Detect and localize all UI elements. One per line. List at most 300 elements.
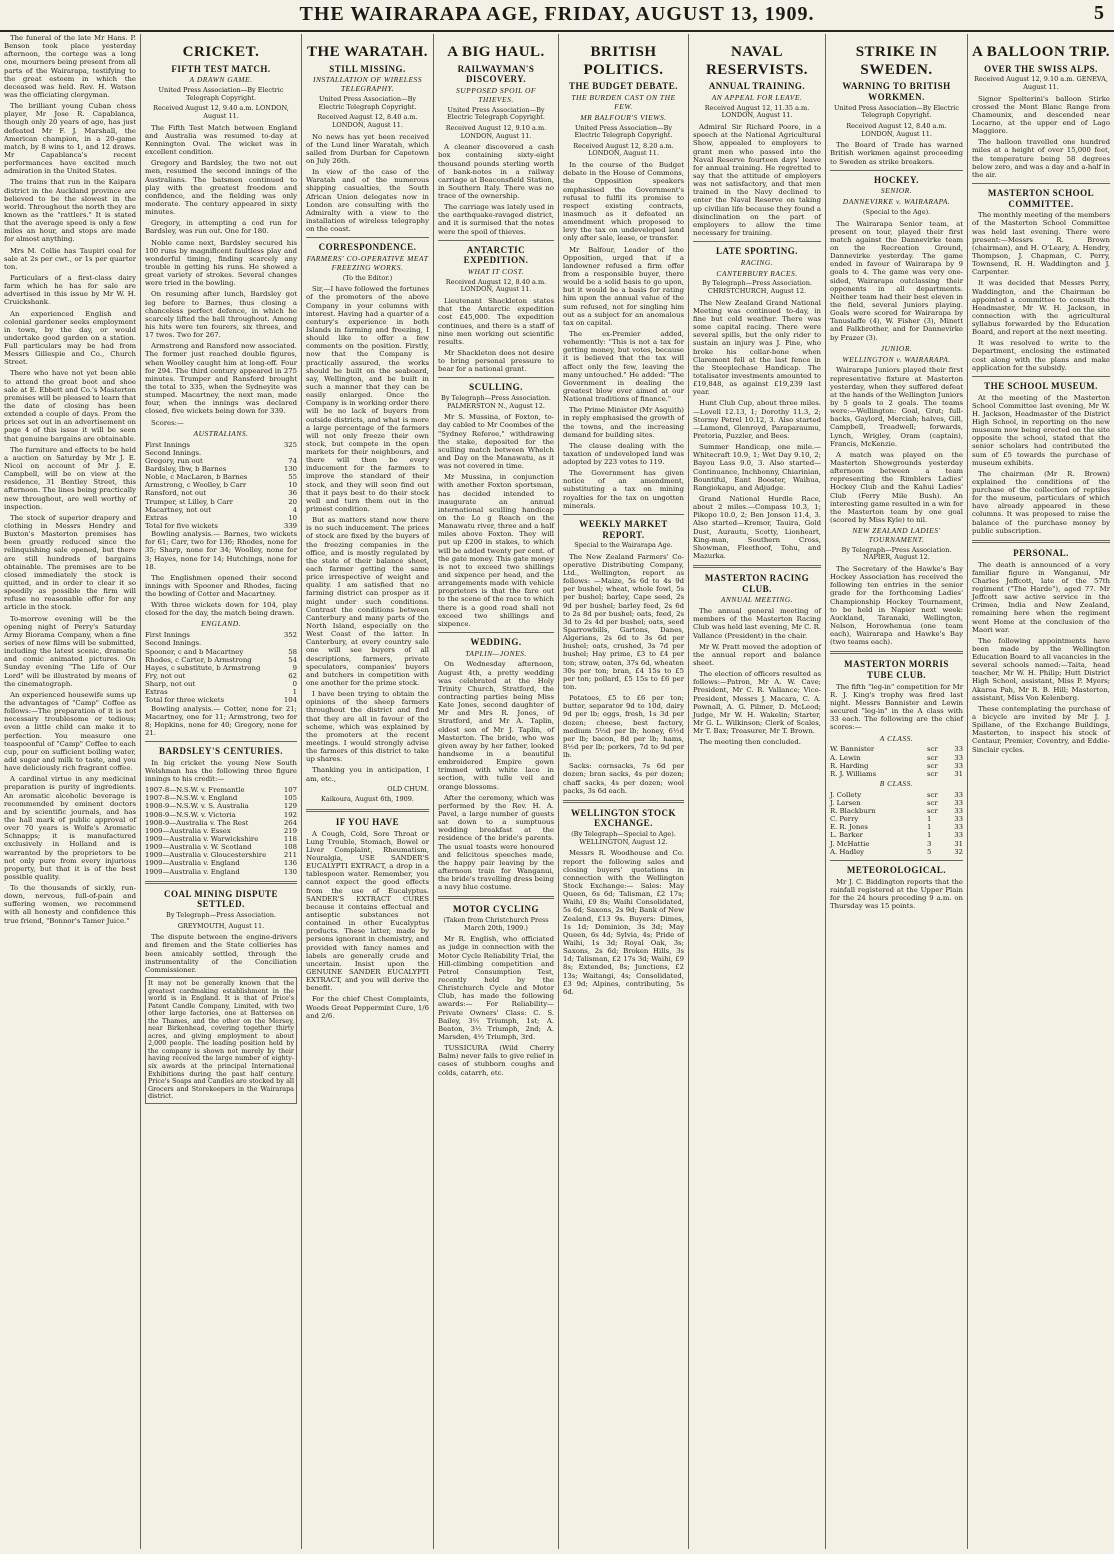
row-value: 192 — [283, 810, 297, 819]
column-3 — [301, 34, 433, 1549]
dateline: Received August 12, 8.40 a.m. LONDON, August 11. — [317, 113, 418, 129]
dateline: By Telegraph—Press Association. NAPIER, August 12. — [841, 545, 952, 562]
row-value: 4 — [292, 505, 297, 514]
row-label: Spooner, c and b Macartney — [145, 647, 244, 656]
article-paragraph: It was resolved to write to the Department, enclosing the estimated cost along with the plans and make application for the subsidy. — [972, 339, 1110, 372]
row-value: 20 — [288, 497, 297, 506]
row-value: 9 — [292, 663, 297, 672]
article-paragraph: With three wickets down for 104, play closed for the day, the match being drawn. — [145, 601, 297, 618]
scores-label: Scores:— — [151, 418, 184, 427]
advertisement: TUSSICURA (Wild Cherry Balm) never fails to give relief in cases of stubborn coughs and colds, catarrh, etc. — [438, 1044, 554, 1077]
table-row — [145, 473, 297, 481]
table-row — [145, 514, 297, 522]
table-row — [145, 672, 297, 680]
article-paragraph: Potatoes, £5 to £6 per ton; butter, separator 9d to 10d, dairy 9d per lb; eggs, fresh, 1s 3d per dozen; cheese, best factory, medium 5½d per lb; honey, 6½d per lb; bacon, 8d per lb; hams, 8½d per lb; porkers, 7d to 9d per lb. — [563, 694, 684, 760]
competitor-name: R. J. Williams — [830, 769, 877, 778]
row-value: 105 — [283, 794, 297, 803]
divider — [563, 800, 684, 803]
article-paragraph: The New Zealand Farmers' Co-operative Distributing Company, Ltd., Wellington, report as follows: —Maize, 5s 6d to 4s 9d per bushel; wheat, whole fowl, 5s per bushel; barley, Cape seed, 2s 9d per bushel; barley feed, 2s 6d to 2s 8d per bushel; oats, feed, 2s 3d to 2s 4d per bushel; oats, seed Sparrowbills, Gartons, Danes, Algerians, 2s 6d to 3s 6d per bushel; oats, crushed, 3s 7d per bushel; Hay prime, £3 to £4 per ton; straw, oaten, 37s 6d, wheaten 30s per ton; bran, £4 15s to £5 per ton; pollard, £5 15s to £6 per ton. — [563, 552, 684, 692]
row-label: Extras — [145, 513, 168, 522]
article-paragraph: Mr J. C. Biddington reports that the rainfall registered at the Upper Plain for the 24 hours preceding 9 a.m. on Thursday was 15 points. — [830, 877, 963, 910]
row-value: 339 — [283, 521, 297, 530]
dateline: Received August 12, 8.20 a.m. LONDON, August 11. — [573, 141, 674, 158]
table-row — [830, 770, 963, 778]
headline: CORRESPONDENCE. — [318, 242, 417, 253]
article-paragraph: The Secretary of the Hawke's Bay Hockey Association has received the following ten entries in the senior grade for the forthcoming Ladies' Championship Hockey Tournament, to be held in Napier next week: Auckland, Taranaki, Wellington, Nelson, Horowhenua (one team each), Wairarapa and Hawke's Bay (two teams each). — [830, 565, 963, 647]
divider — [830, 170, 963, 171]
dateline: United Press Association—By Electric Telegraph Copyright. — [158, 86, 284, 102]
article-paragraph: Signor Spelterini's balloon Stirke crossed the Mont Blanc Range from Chamounix, and descended near Locarno, at the upper end of Lago Maggiore. — [972, 94, 1110, 136]
score: 32 — [954, 847, 963, 856]
article-paragraph: The clause dealing with the taxation of undeveloped land was adopted by 223 votes to 119. — [563, 441, 684, 467]
headline-british-politics: BRITISH POLITICS. — [583, 44, 664, 78]
subheadline: WARNING TO BRITISH WORKMEN. — [842, 81, 951, 102]
divider — [563, 514, 684, 515]
table-row — [145, 859, 297, 867]
row-label: Rhodes, c Carter, b Armstrong — [145, 655, 252, 664]
headline: METEOROLOGICAL. — [846, 864, 947, 875]
dateline: Special to the Wairarapa Age. — [574, 541, 673, 550]
subheadline: ANNUAL MEETING. — [720, 595, 794, 605]
subheadline: THE BURDEN CAST ON THE FEW. — [571, 92, 676, 111]
handicap: 1 — [927, 831, 932, 840]
article-paragraph: The furniture and effects to be held a auction on Saturday by Mr J. E. Nicol on account of Mr J. E. Campbell, will be on view at the residence, 31 Bentley Street, this afternoon. The lines being practically new throughout, are well worthy of inspection. — [4, 445, 136, 511]
row-value: 129 — [283, 802, 297, 811]
headline: WEDDING. — [470, 636, 522, 647]
divider — [693, 565, 821, 568]
centuries-table — [145, 786, 297, 876]
handicap: 1 — [927, 823, 932, 832]
team-heading: ENGLAND. — [200, 619, 242, 629]
table-row — [145, 802, 297, 810]
divider — [145, 881, 297, 884]
subheadline: WELLINGTON v. WAIRARAPA. — [842, 354, 951, 364]
divider — [438, 896, 554, 899]
article-paragraph: To the thousands of sickly, run-down, nervous, full-of-pain and suffering women, we recommend with all honesty and confidence this true friend, "Bonnor's Tamer Juice." — [4, 884, 136, 925]
headline: WEEKLY MARKET REPORT. — [579, 518, 668, 540]
headline-cricket: CRICKET. — [182, 44, 260, 60]
article-paragraph: To-morrow evening will be the opening night of Perry's Saturday Army Biorama Company, when a fine series of new films will be submitted, including the latest scenic, dramatic and comic animated pictures. On Sunday evening "The Life of Our Lord" will be illustrated by means of the cinematograph. — [4, 614, 136, 688]
article-paragraph: Lieutenant Shackleton states that the Antarctic expedition cost £45,000. The expedition continues, and there is a staff of nine men working out scientific results. — [438, 297, 554, 346]
score-table — [145, 631, 297, 704]
dateline: (Special to the Age). — [862, 207, 931, 216]
dateline: Received August 12, 8.40 a.m. LONDON, August 11. — [445, 277, 547, 294]
subheadline: AN APPEAL FOR LEAVE. — [711, 92, 803, 102]
article-paragraph: A match was played on the Masterton Showgrounds yesterday afternoon between a team representing the Rimblers Ladies' Hockey Club and the Kahui Ladies' Club (Ferry Mile Bush). An interesting game resulted in a win for the Masterton team by one goal (scored by Miss Kyle) to nil. — [830, 450, 963, 524]
row-label: 1909—Australia v. Essex — [145, 826, 231, 835]
row-value: 74 — [288, 456, 297, 465]
headline: MASTERTON RACING CLUB. — [704, 573, 810, 594]
row-label: Total for five wickets — [145, 521, 218, 530]
column-8 — [967, 34, 1114, 1549]
divider — [972, 376, 1110, 377]
row-value: 104 — [283, 696, 297, 705]
headline-balloon-trip: A BALLOON TRIP. — [972, 44, 1110, 60]
competitor-name: J. McHattie — [830, 839, 870, 848]
row-value: 62 — [288, 672, 297, 681]
row-value: 325 — [283, 440, 297, 449]
row-value: 36 — [288, 489, 297, 498]
advert-heading: IF YOU HAVE — [335, 817, 400, 827]
divider — [830, 651, 963, 654]
handicap: scr — [927, 790, 938, 799]
handicap: scr — [927, 753, 938, 762]
table-row — [145, 457, 297, 465]
table-row — [145, 835, 297, 843]
row-label: First Innings — [145, 631, 190, 640]
score-table — [145, 441, 297, 531]
page-number: 5 — [1094, 2, 1104, 24]
subheadline: FIFTH TEST MATCH. — [171, 63, 271, 74]
article-paragraph: The dispute between the engine-drivers and firemen and the State collieries has been amicably settled, through the instrumentality of the Conciliation Commissioner. — [145, 933, 297, 974]
headline: PERSONAL. — [1013, 547, 1069, 558]
competitor-name: J. Collety — [830, 790, 862, 799]
table-row — [145, 843, 297, 851]
article-paragraph: The death is announced of a very familiar figure in Wanganui, Mr Charles Jeffcott, late of the 57th regiment ("The Harde"), aged 77. Mr Jeffcott saw active service in the Crimea, India and New Zealand, remaining here when the regiment went Home at the conclusion of the Maori war. — [972, 560, 1110, 634]
article-paragraph: Mr R. English, who officiated as judge in connection with the Motor Cycle Reliability Trial, the Hill-climbing competition and Petrol Consumption Test, recently held by the Christchurch Cycle and Motor Club, has made the following awards:— For Reliability—Private Owners' Class: C. S. Bailey, 3½ Triumph, 1st; A. Beaton, 3½ Triumph, 2nd; A. Marsden, 4½ Triumph, 3rd. — [438, 935, 554, 1041]
subheadline: MR BALFOUR'S VIEWS. — [580, 112, 667, 122]
dateline: Received August 12, 9.40 a.m. LONDON, August 11. — [153, 104, 289, 121]
competitor-name: C. Perry — [830, 815, 859, 824]
row-label: 1909—Australia v. Warwickshire — [145, 835, 259, 844]
article-paragraph: In view of the case of the Waratah and of the numerous shipping casualties, the South African Union delegates now in London are consulting with the Admiralty with a view to the installation of wireless telegraphy on the coast. — [306, 168, 429, 234]
article-paragraph: No news has yet been received of the Lund liner Waratah, which sailed from Durban for Capetown on July 26th. — [306, 132, 429, 166]
score: 33 — [954, 745, 963, 754]
subheadline: CANTERBURY RACES. — [716, 268, 798, 278]
score: 33 — [954, 815, 963, 824]
article-paragraph: Thanking you in anticipation, I am, etc., — [306, 766, 429, 783]
article-paragraph: Mr S. Mussina, of Foxton, to-day cabled to Mr Coombes of the "Sydney Referee," withdrawing the stake, deposited for the sculling match between Whelch and Day on the Manawatu, as it was not covered in time. — [438, 413, 555, 471]
table-row — [145, 522, 297, 530]
article-paragraph: The brilliant young Cuban chess player, Mr Jose R. Capablanca, though only 20 years of age, has just defeated Mr F. J. Marshall, the American champion, in a 20-game match, by 8 wins to 1, and 12 draws. Mr Capablanca's recent performances have excited much admiration in the United States. — [4, 102, 136, 176]
article-paragraph: Mr Shackleton does not desire to bring personal pressure to bear for a national grant. — [438, 348, 554, 374]
article-paragraph: Messrs R. Woodhouse and Co. report the following sales and closing buyers' quotations in connection with the Wellington Stock Exchange:— Sales: May Queen, 6s 6d; Talisman, £2 17s; Waihi, £9 8s; Waihi Consolidated, 5s 6d; Saxons, 2s 9d; Bank of New Zealand, £13 9s. Buyers: Dimes, 1s 1d; Dominion, 3s 3d; May Queen, 6s 4d; Sylvia, 4s; Pride of Waihi, 1s 3d; Royal Oak, 3s; Saxons, 2s 6d; Broken Hills, 3s 1d; Talisman, £2 17s 3d; Waihi, £9 8s; Extended, 8s; Junctions, £2 13s; Waitangi, 4s; Consolidated, £3 9d; Alpines, contributing, 5s 6d. — [563, 849, 684, 996]
score: 33 — [954, 753, 963, 762]
article-paragraph: Mr W. Pratt moved the adoption of the annual report and balance sheet. — [693, 642, 821, 667]
divider — [438, 377, 554, 378]
table-row — [830, 823, 963, 831]
table-row — [145, 851, 297, 859]
table-row — [145, 656, 297, 664]
score: 33 — [954, 761, 963, 770]
article-paragraph: Mrs M. Collie has Taupiri coal for sale at 2s per cwt., or 1s per quarter ton. — [4, 246, 136, 271]
subheadline: WHAT IT COST. — [467, 266, 525, 276]
dateline: United Press Association—By Electric Telegraph Copyright. — [318, 94, 417, 111]
handicap: 5 — [927, 847, 932, 856]
table-row — [145, 631, 297, 639]
row-value: 54 — [288, 655, 297, 664]
competitor-name: A. Hadley — [830, 847, 865, 856]
competitor-name: L. Barker — [830, 831, 863, 840]
row-value: 107 — [283, 786, 297, 795]
headline: COAL MINING DISPUTE SETTLED. — [163, 888, 278, 910]
row-value: 352 — [283, 631, 297, 640]
row-value: 10 — [288, 481, 297, 490]
article-paragraph: The following appointments have been made by the Wellington Education Board to all vacancies in the several schools named:—Taita, head teacher, Mr W. H. Philip; Hutt District High School, assistant, Miss P. Myers; Akaroa Pah, Mr R. B. Hill; Masterton, assistant, Miss Von Kelenberg. — [972, 636, 1110, 702]
row-value: 219 — [283, 826, 297, 835]
article-paragraph: The stock of superior drapery and clothing in Messrs Hendry and Buxton's Masterton premises has been greatly reduced since the relinquishing sale opened, but there are still hundreds of bargains obtainable. The premises are to be closed immediately the stock is quitted, and in order to clear it so speedily as possible the firm will refuse no reasonable offer for any article in the stock. — [4, 513, 136, 612]
row-value: 136 — [283, 859, 297, 868]
table-row — [830, 831, 963, 839]
dateline: By Telegraph—Press Association. — [166, 910, 276, 919]
article-paragraph: The trains that run in the Kaipara district in the Auckland province are believed to be the slowest in the world. Throughout the north they are known as the "rattlers." It is stated that the average speed is only a few miles an hour, and stops are made for almost anything. — [4, 178, 136, 244]
score: 33 — [954, 831, 963, 840]
row-label: Gregory, run out — [145, 456, 203, 465]
article-paragraph: Wairarapa Juniors played their first representative fixture at Masterton yesterday, when they suffered defeat at the hands of the Wellington Juniors by 5 goals to 2 goals. The teams were:—Wellington: Goal, Grut; full-backs, Gaylord, Merciah; halves, Gill, Campbell, Treadwell; forwards, Lynch, Wrigley, Oram (captain), Francis, McKenzie. — [830, 366, 963, 448]
subheadline: JUNIOR. — [880, 343, 913, 353]
headline: WELLINGTON STOCK EXCHANGE. — [571, 807, 676, 829]
divider — [145, 741, 297, 742]
article-paragraph: Bowling analysis.— Barnes, two wickets for 61; Carr, two for 136; Rhodes, none for 35; Sharp, none for 34; Woolley, none for 3; Hayes, none for 14; Hutchings, none for 18. — [145, 530, 297, 571]
row-label: Bardsley, lbw, b Barnes — [145, 464, 227, 473]
score-table — [830, 791, 963, 856]
subheadline: ANNUAL TRAINING. — [708, 81, 806, 92]
row-label: 1907-8—N.S.W. v. England — [145, 794, 238, 803]
table-row — [145, 664, 297, 672]
table-row — [145, 811, 297, 819]
row-label: 1908-9—N.S.W. v. S. Australia — [145, 802, 249, 811]
team-heading: AUSTRALIANS. — [193, 428, 249, 438]
row-label: 1909—Australia v. England — [145, 859, 240, 868]
table-row — [145, 481, 297, 489]
handicap: scr — [927, 807, 938, 816]
row-label: 1908-9—N.S.W. v. Victoria — [145, 810, 236, 819]
article-paragraph: Hunt Club Cup, about three miles.—Lovell 12.13, 1; Dorothy 11.3, 2; Stormy Petrel 10.12, 3. Also started—Lamond, Glenroyd, Paraparaumu, Pretoria, Puzzler, and Bees. — [693, 399, 821, 440]
headline: MOTOR CYCLING — [452, 904, 540, 915]
article-paragraph: The Wairarapa Senior team, at present on tour, played their first match against the Dannevirke team on the Recreation Ground, Dannevirke yesterday. The game ended in favour of Wairarapa by 9 goals to 4. The game was very one-sided, Wairarapa outclassing their opponents in all departments. Neither team had their best eleven in the field, several Juniors playing. Goals were scored for Wairarapa by Tanuslaffe (4), W. Fisher (3), Minett and Falkbrother, and for Dannevirke by Frazer (3). — [830, 219, 963, 342]
table-row — [145, 696, 297, 704]
article-paragraph: An experienced housewife sums up the advantages of "Camp" Coffee as follows:—The preparation of it is not necessary troublesome or tedious; even a little child can make it to perfection. You measure one teaspoonful of "Camp" Coffee to each cup, pour on sufficient boiling water, add sugar and milk to taste, and you have deliciously rich fragrant coffee. — [4, 690, 136, 773]
article-paragraph: Summer Handicap, one mile.—Whitecraft 10.9, 1; Wet Day 9.10, 2; Bayou Lass 9.0, 3. Also started—Continuance, Inchbonny, Chiarinian, Bountiful, Eant Booster, Waihua, Rangiokapu, and Adjudge. — [693, 443, 821, 492]
article-paragraph: The funeral of the late Mr Hans. P. Benson took place yesterday afternoon, the cortege was a long one, mourners being present from all parts of the Wairarapa, testifying to the great esteem in which the deceased was held. Rev. H. Watson was the officiating clergyman. — [4, 34, 136, 99]
advertisement: It may not be generally known that the greatest cardmaking establishment in the world is in England. It is that of Price's Patent Candle Company, Limited, with two other large factories, one at Battersea on the Thames, and the other on the Mersey, near Birkenhead, covering together thirty acres, and giving employment to about 2,000 people. The leading position held by the company is shown not merely by their having received the large number of eighty-six awards at the principal International Exhibitions during the past half century. Price's Soaps and Candles are stocked by all Grocers and Storekeepers in the Wairarapa district. — [145, 977, 297, 1104]
column-5 — [558, 34, 688, 1549]
article-paragraph: The chairman (Mr R. Brown) explained the conditions of the purchase of the collection of reptiles for the museum, particulars of which have already appeared in these columns. It was proposed to raise the balance of the purchase money by public subscription. — [972, 469, 1110, 535]
article-paragraph: It was decided that Messrs Perry, Waddington, and the Chairman be appointed a committee to consult the Headmaster, Mr W. H. Jackson, in connection with the agricultural syllabus forwarded by the Education Board, and report at the next meeting. — [972, 279, 1110, 337]
article-paragraph: Mr Mussina, in conjunction with another Foxton sportsman, has decided intended to inaugurate an annual international sculling handicap on the Lo g Reach on the Manawatu river, three and a half miles above Foxton. They will put up £200 in stakes, to which will be added twenty per cent. of the gate money. This gate money is not to exceed two shillings and sixpence per head, and the arrangements made with vehicle proprietors is that the fare out to the scene of the race to which there is a good road shall not exceed two shillings and sixpence. — [438, 473, 554, 628]
headline: ANTARCTIC EXPEDITION. — [463, 244, 529, 266]
row-value: 0 — [292, 680, 297, 689]
table-row — [145, 498, 297, 506]
row-value: 211 — [283, 851, 297, 860]
score-table — [830, 745, 963, 778]
article-paragraph: The Government has given notice of an amendment, substituting a tax on mining royalties for the tax on ungotten minerals. — [563, 469, 684, 510]
row-label: Trumper, st Lilley, b Carr — [145, 497, 233, 506]
column-7 — [825, 34, 967, 1549]
article-paragraph: The fifth "leg-in" competition for Mr R. J. King's trophy was fired last night. Messrs Bannister and Lewin secured "leg-in" in the A class with 33 each. The following are the chief scores:— — [830, 682, 963, 732]
score: 33 — [954, 823, 963, 832]
subheadline: INSTALLATION OF WIRELESS TELEGRAPHY. — [312, 75, 423, 94]
article-paragraph: Particulars of a first-class dairy farm which he has for sale are advertised in this issue by Mr W. H. Cruickshank. — [4, 273, 136, 307]
masthead — [0, 0, 1114, 32]
divider — [972, 540, 1110, 543]
row-label: Ransford, not out — [145, 489, 207, 498]
subheadline: TAPLIN—JONES. — [465, 648, 527, 658]
subheadline: FARMERS' CO-OPERATIVE MEAT FREEZING WORKS. — [306, 253, 429, 272]
row-label: 1909—Australia v. Gloucestershire — [145, 851, 267, 860]
article-paragraph: I have been trying to obtain the opinions of the sheep farmers throughout the district and find that they are all in favour of the scheme, which was explained by the promoters at the recent meetings. I would strongly advise the farmers of this district to take up shares. — [306, 690, 429, 764]
headline: THE SCHOOL MUSEUM. — [984, 380, 1098, 391]
dateline: Received August 12, 11.35 a.m. LONDON, August 11. — [704, 103, 810, 120]
row-label: Total for three wickets — [145, 696, 225, 705]
article-paragraph: Noble came next, Bardsley secured his 100 runs by magnificent faultless play and wonderful timing, finding scarcely any trouble in getting his runs. He showed a great variety of strokes. Several changes were tried in the bowling. — [145, 238, 297, 288]
article-paragraph: The Fifth Test Match between England and Australia was resumed to-day at Kennington Oval. The wicket was in excellent condition. — [145, 123, 297, 157]
subheadline: RAILWAYMAN'S DISCOVERY. — [457, 63, 535, 85]
row-label: Second Innings. — [145, 639, 202, 648]
article-paragraph: The monthly meeting of the members of the Masterton School Committee was held last evening. There were present:—Messrs R. Brown (chairman), and H. O'Leary, A. Hendry, Thompson, J. Chapman, C. Perry, Townsend, R. H. Waddington and J. Carpenter. — [972, 211, 1110, 277]
dateline: (By Telegraph—Special to Age). WELLINGTON, August 12. — [571, 830, 676, 846]
article-paragraph: The meeting then concluded. — [699, 738, 801, 747]
row-value: 58 — [288, 647, 297, 656]
competitor-name: J. Larsen — [830, 798, 861, 807]
row-value: 130 — [283, 867, 297, 876]
headline: MASTERTON MORRIS TUBE CLUB. — [844, 659, 949, 681]
signature: OLD CHUM. — [387, 784, 429, 793]
row-label: 1909—Australia v. W. Scotland — [145, 843, 252, 852]
article-paragraph: Mr Balfour, Leader of the Opposition, urged that if a landowner refused a firm offer from a responsible buyer, there would be a solid basis to go upon, but it would be a basis for rating him upon the annual value of the sum refused, not for singling him out as a subject for an anomalous tax on capital. — [563, 245, 684, 327]
handicap: scr — [927, 798, 938, 807]
competitor-name: W. Bannister — [830, 745, 875, 754]
row-label: Noble, c MacLaren, b Barnes — [145, 473, 248, 482]
headline-naval-reservists: NAVAL RESERVISTS. — [705, 44, 809, 78]
column-2 — [140, 34, 301, 1549]
article-paragraph: But as matters stand now there is no such inducement. The prices of stock are fixed by the buyers of the freezing companies in the office, and is mostly regulated by the state of their balance sheet, each farmer getting the same price irrespective of weight and quality. I am satisfied that no farming district can prosper as it might under such conditions. Contrast the conditions between Canterbury and many parts of the North Island, especially on the West Coast of the latter. In Canterbury, at every country sale one will see buyers of all descriptions, farmers, private speculators, companies' buyers and butchers in competition with one another for the prime stock. — [306, 516, 429, 687]
divider — [438, 240, 554, 241]
article-paragraph: The carriage was lately used in the earthquake-ravaged district, and it is surmised that the notes were the spoil of thieves. — [438, 203, 554, 236]
column-6 — [688, 34, 825, 1549]
article-paragraph: These contemplating the purchase of a bicycle are invited by Mr J. J. Spillane, of the Exchange Buildings, Masterton, to inspect his stock of Centaur, Premier, Coventry, and Eddie-Sinclair cycles. — [972, 704, 1110, 754]
table-row — [145, 449, 297, 457]
subheadline: STILL MISSING. — [329, 63, 406, 74]
headline-waratah: THE WARATAH. — [306, 44, 429, 60]
table-row — [145, 639, 297, 647]
table-row — [145, 489, 297, 497]
table-row — [830, 815, 963, 823]
table-row — [145, 441, 297, 449]
row-value: 10 — [288, 513, 297, 522]
row-label: First Innings — [145, 440, 190, 449]
article-paragraph: The Englishmen opened their second innings with Spooner and Rhodes, facing the bowling of Cotter and Macartney. — [145, 573, 297, 599]
column-1 — [0, 34, 140, 1549]
row-label: Hayes, c substitute, b Armstrong — [145, 663, 261, 672]
article-paragraph: Admiral Sir Richard Poore, in a speech at the National Agricultural Show, appealed to employers to grant men who passed into the Naval Reserve fourteen days' leave for annual training. He regretted to say that the attitude of employers was not satisfactory, and that men trained in the Navy declined to enter the Naval Reserve on taking up civilian life because they found a disinclination on the part of employers to allow the time necessary for training. — [693, 123, 821, 237]
table-row — [145, 688, 297, 696]
article-paragraph: The Prime Minister (Mr Asquith) in reply emphasised the growth of the towns, and the increasing demand for building sites. — [563, 406, 684, 439]
article-paragraph: Bowling analysis.— Cotter, none for 21; Macartney, one for 11; Armstrong, two for 8; Hopkins, none for 40; Gregory, none for 21. — [145, 704, 297, 738]
article-paragraph: A cardinal virtue in any medicinal preparation is purity of ingredients. An aromatic alcoholic beverage is recommended by eminent doctors and by scientific journals, and has the hall mark of public approval of over 70 years is Wolfe's Aromatic Schnapps; it is manufactured exclusively in Holland and is warranted by the proprietors to be not only pure from every injurious property, but that it is of the best possible quality. — [4, 775, 136, 881]
article-paragraph: On Wednesday afternoon, August 4th, a pretty wedding was celebrated at the Holy Trinity Church, Stratford, the contracting parties being Miss Kate Jones, second daughter of Mr and Mrs R. Jones, of Stratford, and Mr A. Taplin, eldest son of Mr J. Taplin, of Masterton. The bride, who was given away by her father, looked handsome in a beautiful embroidered Empire gown trimmed with white lace in section, with tulle veil and orange blossoms. — [438, 660, 554, 791]
row-value: 264 — [283, 818, 297, 827]
table-row — [145, 868, 297, 876]
article-paragraph: The annual general meeting of members of the Masterton Racing Club was held last evening, Mr C. R. Vallance (President) in the chair. — [693, 607, 821, 640]
headline: HOCKEY. — [874, 174, 919, 185]
table-row — [830, 754, 963, 762]
divider — [306, 809, 429, 812]
article-paragraph: The balloon travelled one hundred miles at a height of over 15,000 feet, the temperature being 58 degrees below zero, and was a day and a-half in the air. — [972, 138, 1110, 179]
row-value: 130 — [283, 464, 297, 473]
row-label: 1909—Australia v. England — [145, 867, 240, 876]
row-label: 1908-9—Australia v. The Rest — [145, 818, 249, 827]
subheadline: DANNEVIRKE v. WAIRARAPA. — [842, 197, 951, 207]
divider — [693, 241, 821, 242]
article-paragraph: Armstrong and Ransford now associated. The former just reached double figures, when Woolley caught him at long-off. Four for 294. The third century appeared in 275 minutes. Trumper and Ransford brought the total to 335, when the Sydneyite was stumped. Macartney, the next man, made four, when the innings was declared closed, five wickets being down for 339. — [145, 342, 297, 416]
article-paragraph: Sacks: cornsacks, 7s 6d per dozen; bran sacks, 4s per dozen; chaff sacks, 4s per dozen; wool packs, 3s 6d each. — [563, 762, 684, 795]
advertisement: For the chief Chest Complaints, Woods Great Peppermint Cure, 1/6 and 2/6. — [306, 995, 429, 1020]
row-label: Sharp, not out — [145, 680, 196, 689]
headline: SCULLING. — [469, 382, 523, 393]
subheadline: SUPPOSED SPOIL OF THIEVES. — [455, 85, 537, 104]
row-label: Armstrong, c Woolley, b Carr — [145, 481, 247, 490]
divider — [438, 632, 554, 633]
row-label: Fry, not out — [145, 672, 186, 681]
table-row — [830, 807, 963, 815]
score: 33 — [954, 807, 963, 816]
divider — [972, 183, 1110, 184]
subheadline: NEW ZEALAND LADIES' TOURNAMENT. — [852, 526, 941, 544]
advertisement: A Cough, Cold, Sore Throat or Lung Trouble, Stomach, Bowel or Liver Complaint, Rheumatism, Neuralgia, USE SANDER'S EUCALYPTI EXTRACT, a drop in a tablespoon water. Remember, you cannot expect the good effects from the use of Eucalyptus. SANDER'S EXTRACT CURES because it contains effectual and antiseptic substances not contained in other Eucalyptus products. These latter, made by persons ignorant in chemistry, and provided with fancy names and labels are generally crude and uncertain. Insist upon the GENUINE SANDER EUCALYPTI EXTRACT, and you will derive the benefit. — [306, 829, 429, 993]
handicap: scr — [927, 761, 938, 770]
article-paragraph: Gregory and Bardsley, the two not out men, resumed the second innings of the Australians. The batsmen continued to play with the greatest freedom and confidence, and the fielding was only moderate. The century appeared in sixty minutes. — [145, 159, 297, 217]
headline-strike-in-sweden: STRIKE IN SWEDEN. — [855, 44, 938, 78]
handicap: scr — [927, 769, 938, 778]
score: 31 — [954, 769, 963, 778]
table-row — [830, 762, 963, 770]
table-row — [830, 848, 963, 856]
table-row — [145, 827, 297, 835]
dateline: GREYMOUTH, August 11. — [177, 921, 265, 930]
article-paragraph: There who have not yet been able to attend the great boot and shoe sale at E. Ebbett and Co.'s Masterton premises will be pleased to learn that the date of closing has been extended a couple of days. From the prices set out in an advertisement on page 4 of this issue it will be seen that genuine bargains are obtainable. — [4, 369, 136, 443]
subheadline: OVER THE SWISS ALPS. — [984, 63, 1098, 74]
dateline: By Telegraph—Press Association. CHRISTCHURCH, August 12. — [702, 279, 812, 296]
handicap: 1 — [927, 815, 932, 824]
row-label: Second Innings. — [145, 448, 202, 457]
dateline: By Telegraph—Press Association. PALMERSTON N., August 12. — [441, 394, 551, 410]
article-paragraph: After the ceremony, which was performed by the Rev. H. A. Pavel, a large number of guests sat down to a sumptuous wedding breakfast at the residence of the bride's parents. The usual toasts were honoured and felicitous speeches made, the happy pair leaving by the afternoon train for Wanganui, the bride's travelling dress being a navy blue costume. — [438, 793, 554, 892]
headline: BARDSLEY'S CENTURIES. — [158, 746, 284, 757]
headline: MASTERTON SCHOOL COMMITTEE. — [987, 188, 1095, 209]
table-row — [145, 465, 297, 473]
divider — [830, 860, 963, 861]
competitor-name: E. R. Jones — [830, 823, 868, 832]
salutation: (To the Editor.) — [342, 273, 393, 282]
article-paragraph: In the course of the Budget debate in the House of Commons, the Opposition speakers emphasised the Government's refusal to fulfil its promise to respect existing contracts, inasmuch as it defeated an amendment which proposed to levy the tax on undeveloped land only after sale, lease, or transfer. — [563, 161, 684, 243]
class-heading: A CLASS. — [879, 733, 914, 743]
row-label: Extras — [145, 688, 168, 697]
article-paragraph: Grand National Hurdle Race, about 2 miles.—Compass 10.3, 1; Pikopo 10.0, 2; Ben Jonson 11.4, 3. Also started—Kremor, Tauira, Gold Dust, Aurautu, Scotty, Lionheart, King-man, Southern Cross, Showman, Fleethoof, Tohu, and Mazurka. — [693, 494, 821, 560]
row-value: 1 — [292, 688, 297, 697]
competitor-name: R. Harding — [830, 761, 869, 770]
handicap: 3 — [927, 839, 932, 848]
subheadline: SENIOR. — [880, 186, 913, 196]
score: 33 — [954, 790, 963, 799]
table-row — [830, 745, 963, 753]
competitor-name: A. Lewin — [830, 753, 861, 762]
table-row — [145, 786, 297, 794]
article-paragraph: The election of officers resulted as follows:—Patron, Mr A. W. Cave; President, Mr C. R. Vallance; Vice-President, Messrs J. Macara, C. A. Pownall, A. G. Pilmer, D. McLeod; Judge, Mr W. H. Wakelin; Starter, Mr G. L. Wilkinson; Clerk of Scales, Mr T. Bax; Treasurer, Mr T. Brown. — [693, 670, 821, 736]
dateline: Received August 12, 9.10 a.m. GENEVA, August 11. — [974, 75, 1108, 91]
table-row — [145, 506, 297, 514]
table-row — [830, 791, 963, 799]
divider — [306, 237, 429, 238]
handicap: scr — [927, 745, 938, 754]
dateline: United Press Association—By Electric Telegraph Copyright. — [834, 103, 959, 120]
article-paragraph: An experienced English and colonial gardener seeks employment in town, by the day, or would undertake good garden on a station. Full particulars may be had from Messrs Gillespie and Co., Church Street. — [4, 309, 136, 367]
headline-big-haul: A BIG HAUL. — [447, 44, 545, 60]
article-paragraph: The New Zealand Grand National Meeting was continued to-day, in fine but cold weather. There was some capital racing. There were several spills, but the only rider to sustain an injury was J. Pine, who broke his collar-bone when Claremont fell at the last fence in the Steeplechase Handicap. The totalisator investments amounted to £19,848, as against £19,239 last year. — [693, 298, 821, 397]
row-value: 55 — [288, 473, 297, 482]
table-row — [830, 840, 963, 848]
newspaper-title: THE WAIRARAPA AGE, FRIDAY, AUGUST 13, 1909. — [299, 3, 815, 25]
